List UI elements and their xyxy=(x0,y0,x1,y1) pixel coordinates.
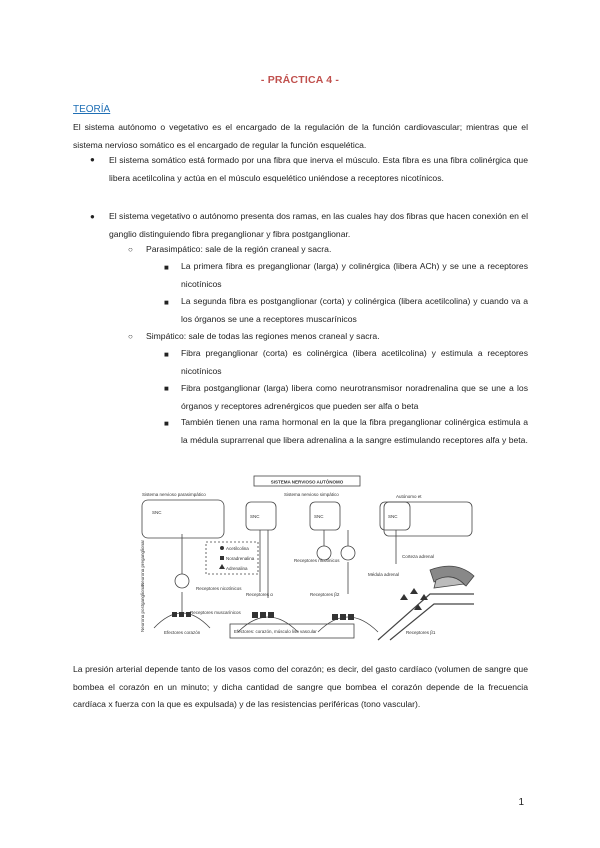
legend-na: Noradrenalina xyxy=(226,556,255,561)
simpatico-item: También tienen una rama hormonal en la que la fibra preganglionar colinérgica estimula a la médula suprarrenal que libera adrenalina a la sangre estimulando receptores alfa y beta. xyxy=(181,417,528,445)
parasimpatico-item: La primera fibra es preganglionar (larga) y colinérgica (libera ACh) y se une a receptores nicotínicos xyxy=(181,261,528,289)
snc-label: SNC xyxy=(388,514,398,519)
square-marker: ■ xyxy=(164,384,169,393)
parasym-title: Sistema nervioso parasimpático xyxy=(142,492,206,497)
rec-a-label: Receptores α xyxy=(246,592,273,597)
simpatico-label: Simpático: sale de todas las regiones menos craneal y sacra. xyxy=(146,331,380,341)
rec-b2-label: Receptores β2 xyxy=(310,592,340,597)
rec-nic-label: Receptores nicotínicos xyxy=(196,586,242,591)
bullet-item-vegetativo: El sistema vegetativo o autónomo presenta dos ramas, en las cuales hay dos fibras que hacen conexión en el ganglio distinguiendo fibra preganglionar y fibra postganglionar. xyxy=(109,211,528,239)
section-heading: TEORÍA xyxy=(73,104,111,115)
intro-paragraph: El sistema autónomo o vegetativo es el encargado de la regulación de la función cardiovascular; mientras que el sistema nervioso somático es el encargado de regular la función esquelética. xyxy=(73,122,528,150)
rec-nic-label-2: Receptores nicotínicos xyxy=(294,558,340,563)
side-pre-label: Neurona preganglionar xyxy=(140,539,145,586)
auto-title: Autónomo et xyxy=(396,494,422,499)
simpatico-item: Fibra preganglionar (corta) es colinérgica (libera acetilcolina) y estimula a receptores nicotínicos xyxy=(181,348,528,376)
closing-paragraph: La presión arterial depende tanto de los vasos como del corazón; es decir, del gasto cardíaco (volumen de sangre que bombea el corazón en un minuto; y dicha cantidad de sangre que bombea el corazón depende de la frecuencia cardíaca x fuerza con la que es expulsada) y de las resistencias periféricas (tono vascular). xyxy=(73,664,528,709)
bullet-marker: ● xyxy=(90,212,95,221)
legend-ach: Acetilcolina xyxy=(226,546,249,551)
efector-label: Efectores corazón xyxy=(164,630,201,635)
autonomic-nervous-system-diagram xyxy=(134,474,480,642)
page-title: - PRÁCTICA 4 - xyxy=(260,74,340,86)
square-marker: ■ xyxy=(164,419,169,428)
parasimpatico-label: Parasimpático: sale de la región craneal y sacra. xyxy=(146,244,332,254)
bullet-item-somatico: El sistema somático está formado por una fibra que inerva el músculo. Esta fibra es una fibra colinérgica que libera acetilcolina y actúa en el músculo esquelético uniéndose a receptores nicotínicos. xyxy=(109,155,528,183)
sym-title: Sistema nervioso simpático xyxy=(284,492,339,497)
square-marker: ■ xyxy=(164,263,169,272)
legend-adr: Adrenalina xyxy=(226,566,248,571)
bullet-marker: ● xyxy=(90,155,95,164)
circle-marker: ○ xyxy=(128,245,133,254)
rec-b1-label: Receptores β1 xyxy=(406,630,436,635)
bottom-effector-label: Efectores: corazón, músculo liso vascular xyxy=(234,629,317,634)
medula-label: Médula adrenal xyxy=(368,572,400,577)
simpatico-item: Fibra postganglionar (larga) libera como neurotransmisor noradrenalina que se une a los órganos y receptores adrenérgicos que pueden ser alfa o beta xyxy=(181,383,528,411)
corteza-label: Corteza adrenal xyxy=(402,554,435,559)
rec-musc-label: Receptores muscarínicos xyxy=(190,610,241,615)
page-number: 1 xyxy=(518,797,524,808)
square-marker: ■ xyxy=(164,298,169,307)
circle-marker: ○ xyxy=(128,332,133,341)
snc-label: SNC xyxy=(152,510,162,515)
side-post-label: Neurona postganglionar xyxy=(140,583,145,632)
auto-box xyxy=(384,502,472,536)
snc-label: SNC xyxy=(314,514,324,519)
snc-label: SNC xyxy=(250,514,260,519)
parasimpatico-item: La segunda fibra es postganglionar (corta) y colinérgica (libera acetilcolina) y cuando va a los órganos se une a receptores muscarínicos xyxy=(181,296,528,324)
parasym-snc-box xyxy=(142,500,224,538)
square-marker: ■ xyxy=(164,350,169,359)
diagram-title: SISTEMA NERVIOSO AUTÓNOMO xyxy=(270,479,344,485)
